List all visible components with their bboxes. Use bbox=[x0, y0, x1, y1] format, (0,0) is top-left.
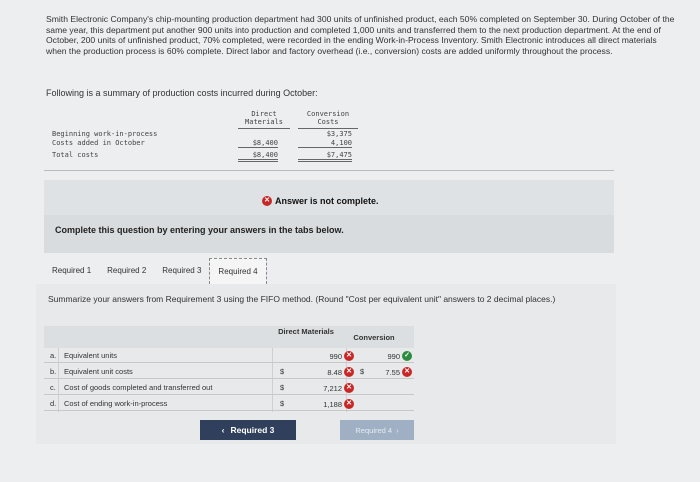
divider bbox=[44, 362, 414, 363]
summary-line: Following is a summary of production costs incurred during October: bbox=[46, 88, 318, 98]
row-label: Equivalent unit costs bbox=[64, 367, 133, 376]
chevron-right-icon: › bbox=[396, 425, 399, 435]
tab-required-2[interactable]: Required 2 bbox=[107, 266, 147, 275]
cell-dm: $8,400 bbox=[238, 151, 278, 162]
dollar-sign: $ bbox=[280, 367, 285, 376]
cell-cc: $3,375 bbox=[326, 130, 352, 138]
check-circle-icon: ✓ bbox=[402, 351, 412, 361]
divider bbox=[44, 394, 414, 395]
row-label: Equivalent units bbox=[64, 351, 117, 360]
table-row bbox=[44, 350, 414, 362]
divider bbox=[44, 410, 414, 411]
table-row bbox=[44, 382, 414, 394]
cc-value: 990 bbox=[387, 351, 400, 361]
x-circle-icon: ✕ bbox=[262, 196, 272, 206]
x-circle-icon: ✕ bbox=[402, 367, 412, 377]
previous-required-button[interactable] bbox=[200, 420, 296, 440]
cc-value: 7.55 bbox=[385, 367, 400, 377]
cell-cc: 4,100 bbox=[298, 139, 352, 148]
tab-required-4[interactable]: Required 4 bbox=[209, 258, 266, 284]
dm-value: 7,212 bbox=[323, 383, 342, 393]
divider bbox=[44, 378, 414, 379]
previous-button-label: Required 3 bbox=[230, 425, 275, 435]
row-letter: d. bbox=[50, 399, 57, 408]
x-circle-icon: ✕ bbox=[344, 351, 354, 361]
next-required-button[interactable] bbox=[340, 420, 414, 440]
table-row bbox=[44, 366, 414, 378]
tab-required-3[interactable]: Required 3 bbox=[162, 266, 202, 275]
chevron-left-icon: ‹ bbox=[221, 425, 225, 435]
row-letter: a. bbox=[50, 351, 57, 360]
row-label: Costs added in October bbox=[52, 139, 145, 147]
requirement-panel bbox=[36, 284, 616, 444]
table-row bbox=[44, 398, 414, 410]
requirement-instructions: Summarize your answers from Requirement 3 using the FIFO method. (Round "Cost per equivalent unit" answers to 2 decimal places.) bbox=[48, 294, 556, 304]
problem-paragraph: Smith Electronic Company's chip-mounting production department had 300 units of unfinished product, each 50% completed on September 30. During October of the same year, this department put another 900 units into production and completed 1,000 units and transferred them to the next production department. At the end of October, 200 units of unfinished product, 70% completed, were recorded in the ending Work-in-Process Inventory. Smith Electronic introduces all direct materials when the production process is 60% complete. Direct labor and factory overhead (i.e., conversion) costs are added uniformly throughout the process. bbox=[46, 14, 675, 56]
row-label: Total costs bbox=[52, 151, 99, 159]
next-button-label: Required 4 bbox=[355, 425, 393, 435]
problem-intro bbox=[46, 14, 676, 56]
answer-status bbox=[262, 196, 379, 206]
x-circle-icon: ✕ bbox=[344, 399, 354, 409]
header-conversion-costs: Conversion Costs bbox=[298, 110, 358, 129]
dm-value: 8.48 bbox=[327, 367, 342, 377]
cc-equivalent-units-input[interactable] bbox=[334, 351, 412, 361]
instruction-text: Complete this question by entering your answers in the tabs below. bbox=[55, 225, 344, 235]
x-circle-icon: ✕ bbox=[344, 367, 354, 377]
dm-cost-transferred-input[interactable] bbox=[278, 383, 354, 393]
dm-ending-wip-input[interactable] bbox=[278, 399, 354, 409]
tab-required-1[interactable]: Required 1 bbox=[52, 266, 92, 275]
divider bbox=[44, 170, 614, 171]
row-letter: b. bbox=[50, 367, 57, 376]
dm-value: 990 bbox=[329, 351, 342, 361]
dollar-sign: $ bbox=[280, 399, 285, 408]
dollar-sign: $ bbox=[280, 383, 285, 392]
column-header-conversion: Conversion bbox=[353, 333, 395, 342]
row-label: Cost of ending work-in-process bbox=[64, 399, 168, 408]
cell-cc: $7,475 bbox=[298, 151, 352, 162]
row-label: Beginning work-in-process bbox=[52, 130, 158, 138]
dm-value: 1,188 bbox=[323, 399, 342, 409]
cell-dm: $8,400 bbox=[238, 139, 278, 148]
cc-unit-cost-input[interactable] bbox=[334, 367, 412, 377]
row-label: Cost of goods completed and transferred out bbox=[64, 383, 213, 392]
dollar-sign: $ bbox=[360, 367, 365, 376]
requirement-tabs bbox=[44, 258, 267, 284]
header-direct-materials: Direct Materials bbox=[238, 110, 290, 129]
column-header-direct-materials: Direct Materials bbox=[278, 327, 334, 336]
row-letter: c. bbox=[50, 383, 56, 392]
x-circle-icon: ✕ bbox=[344, 383, 354, 393]
answer-status-text: Answer is not complete. bbox=[275, 196, 379, 206]
